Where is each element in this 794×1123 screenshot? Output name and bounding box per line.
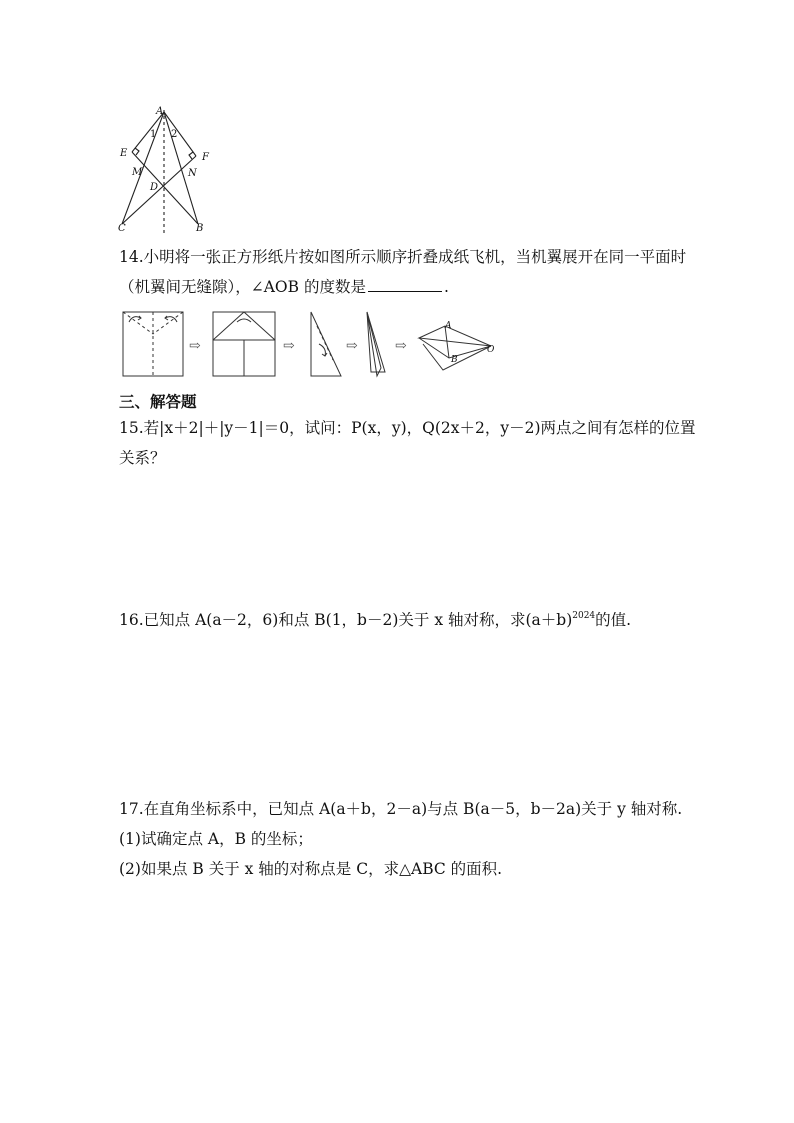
label-angle-2: 2	[171, 129, 178, 140]
q17-part-2: (2)如果点 B 关于 x 轴的对称点是 C，求△ABC 的面积.	[119, 860, 503, 878]
label-A: A	[445, 321, 452, 331]
label-E: E	[120, 148, 128, 159]
q14-line-1: 14.小明将一张正方形纸片按如图所示顺序折叠成纸飞机，当机翼展开在同一平面时	[119, 248, 687, 266]
label-C: C	[118, 223, 126, 234]
arrow-icon: ⇨	[395, 338, 407, 354]
arrow-icon: ⇨	[346, 338, 358, 354]
segment-AE	[132, 112, 164, 152]
q14-line-2-end: .	[443, 278, 449, 296]
answer-blank[interactable]	[368, 275, 442, 292]
q14-line-2-text: （机翼间无缝隙），∠AOB 的度数是	[119, 278, 366, 296]
q14-line-2	[119, 275, 449, 298]
arrow-icon: ⇨	[189, 338, 201, 354]
segment-AF	[164, 112, 196, 156]
label-B: B	[451, 355, 458, 365]
right-angle-mark-F	[189, 152, 193, 159]
q17-part-1: (1)试确定点 A，B 的坐标；	[119, 830, 313, 848]
geometry-figure-13	[112, 100, 222, 236]
q17-line-1: 17.在直角坐标系中，已知点 A(a＋b，2－a)与点 B(a－5，b－2a)关于 y 轴对称.	[119, 800, 683, 818]
label-O: O	[487, 345, 495, 355]
paper-folding-figure-14	[119, 308, 497, 380]
label-angle-1: 1	[150, 129, 157, 140]
label-A: A	[156, 106, 164, 117]
q16-main: 16.已知点 A(a－2，6)和点 B(1，b－2)关于 x 轴对称，求(a＋b)	[119, 611, 573, 629]
label-F: F	[202, 152, 209, 163]
q15-line-2: 关系？	[119, 449, 166, 467]
section-title: 三、解答题	[119, 392, 197, 411]
right-angle-mark-E	[135, 148, 139, 155]
label-D: D	[150, 182, 159, 193]
q15-line-1: 15.若|x＋2|＋|y－1|＝0，试问：P(x，y)，Q(2x＋2，y－2)两点之间有怎样的位置	[119, 419, 696, 437]
segment-AC	[122, 112, 164, 224]
q16-exponent: 2024	[572, 611, 596, 621]
q16-text	[119, 605, 631, 631]
arrow-icon: ⇨	[283, 338, 295, 354]
label-B: B	[196, 223, 204, 234]
label-N: N	[188, 168, 197, 179]
label-M: M	[132, 167, 143, 178]
q16-end: 的值.	[595, 611, 632, 629]
